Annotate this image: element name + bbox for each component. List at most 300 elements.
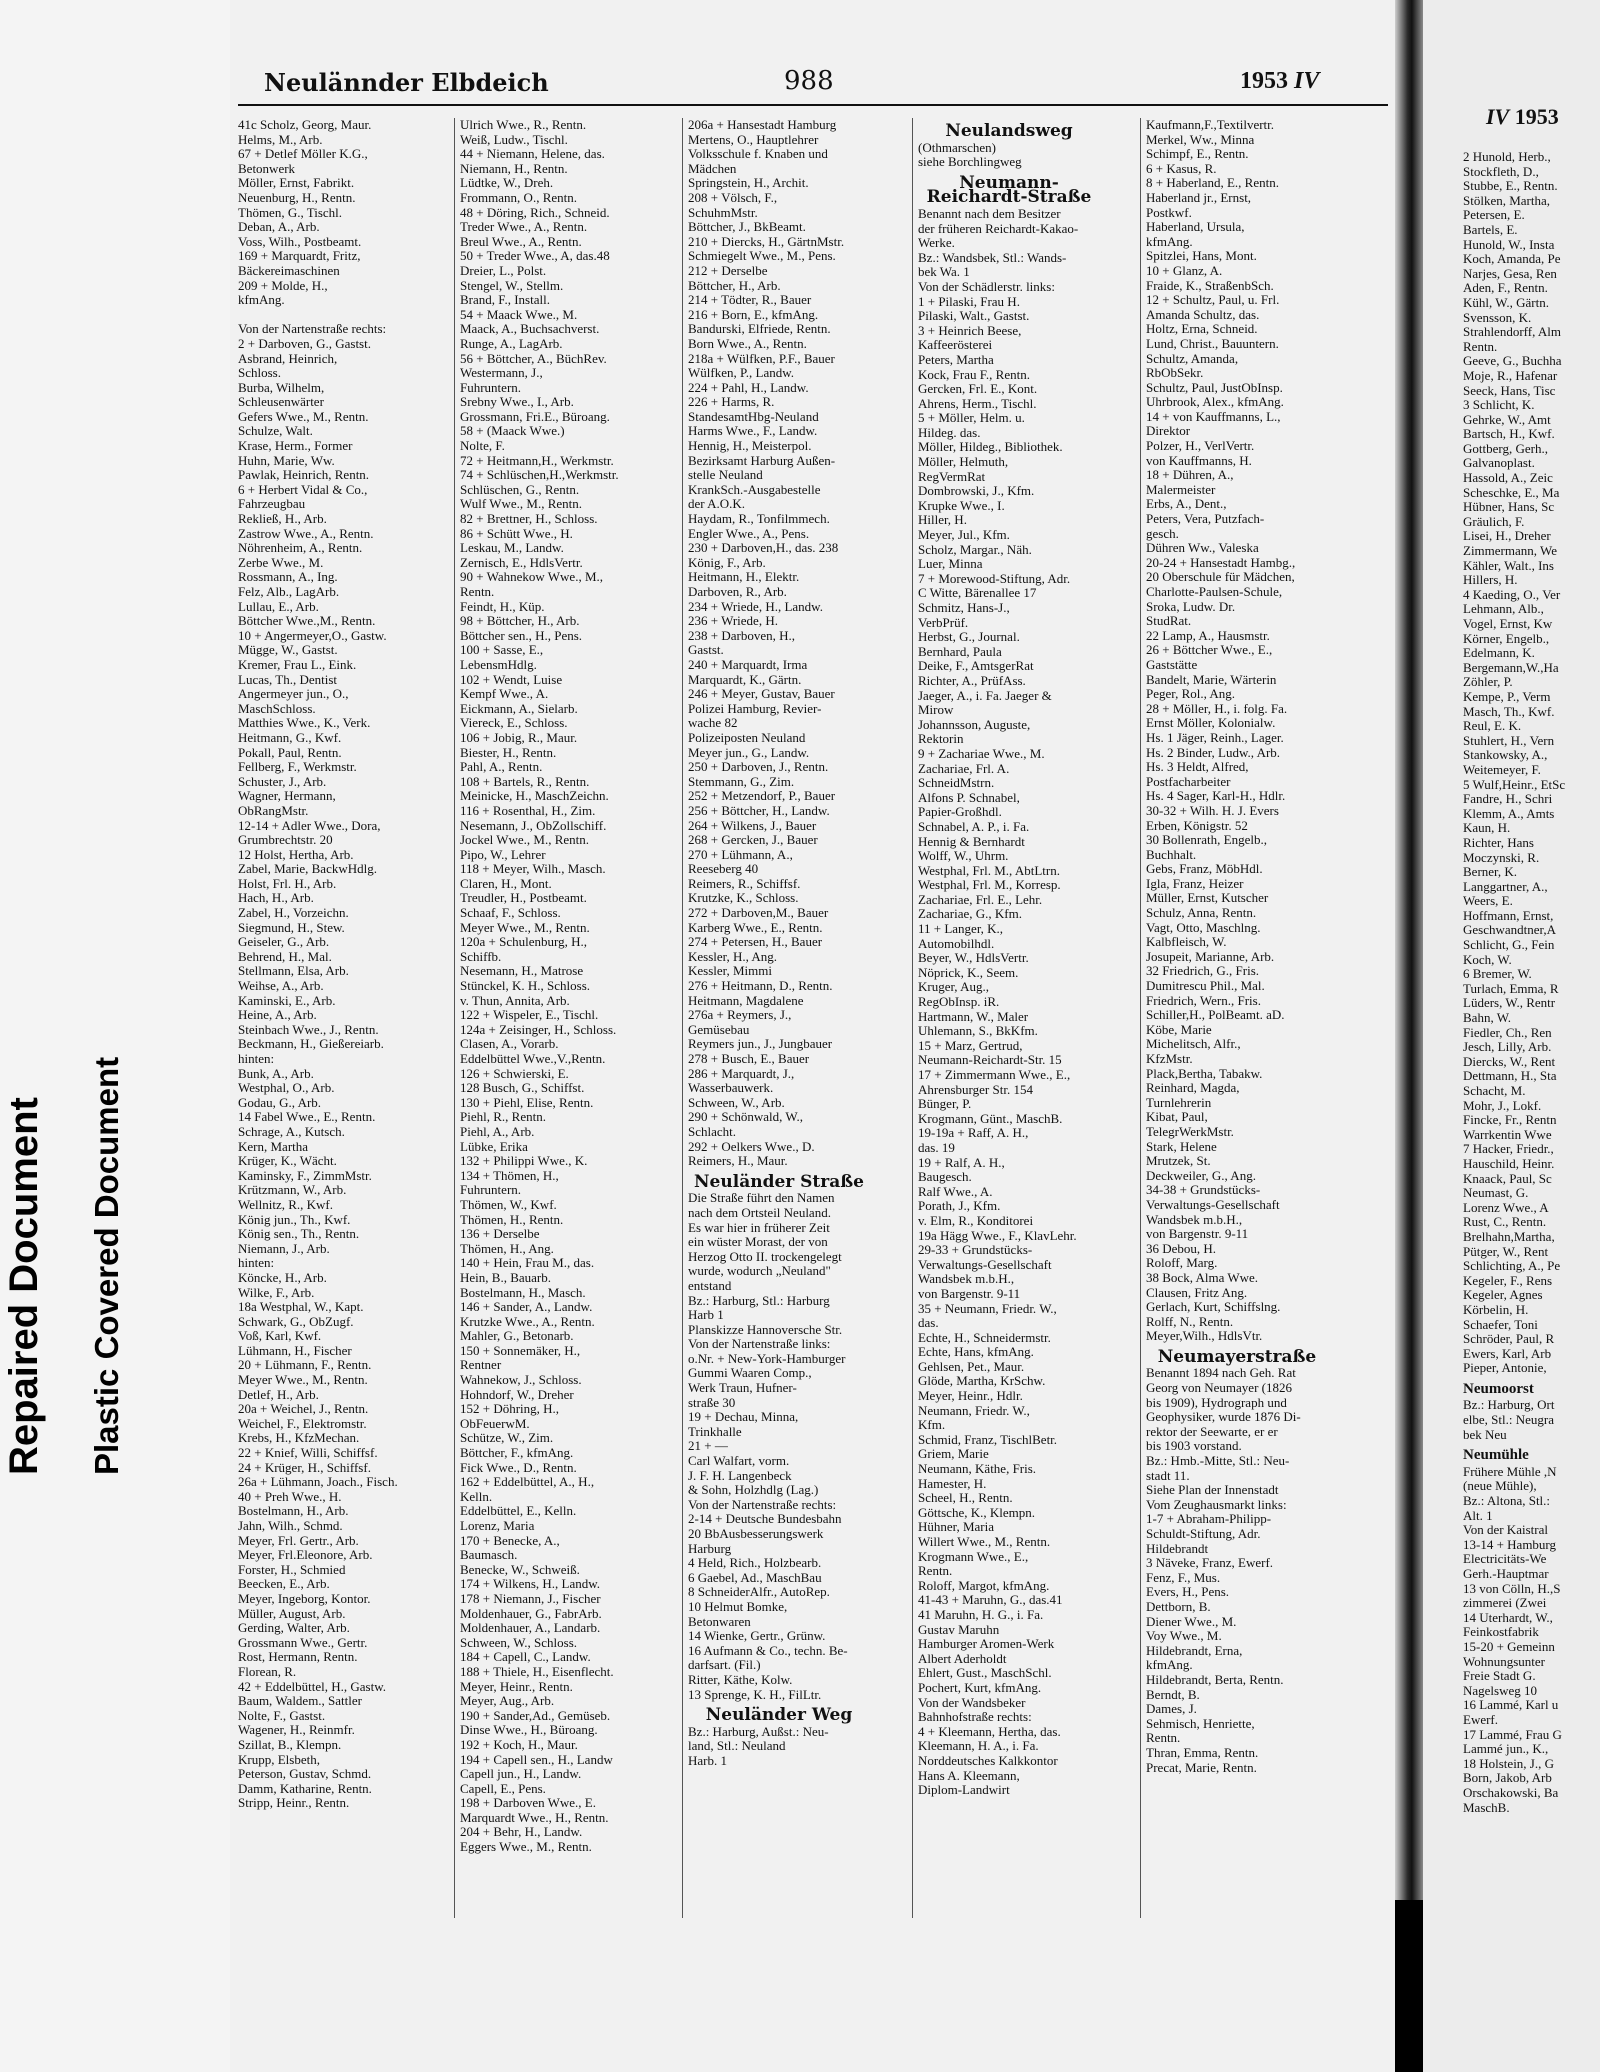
directory-entry: Betonwaren [688, 1614, 751, 1629]
directory-entry: Angermeyer jun., O., [238, 687, 349, 702]
section-heading: Neumann-Reichardt-Straße [926, 172, 1092, 208]
directory-entry: Kessler, Mimmi [688, 964, 772, 979]
directory-entry: 5 Wulf,Heinr., EtSc [1463, 776, 1566, 792]
directory-entry: Seeck, Hans, Tisc [1463, 382, 1556, 398]
directory-entry: Bz.: Harburg, Stl.: Harburg [688, 1293, 830, 1308]
directory-entry: 174 + Wilkens, H., Landw. [460, 1577, 601, 1592]
directory-entry: 20-24 + Hansestadt Hambg., [1146, 555, 1296, 570]
directory-entry: Mrutzek, St. [1146, 1154, 1211, 1169]
directory-entry: Gerlach, Kurt, Schiffslng. [1146, 1300, 1281, 1315]
directory-entry: 2-14 + Deutsche Bundesbahn [688, 1512, 842, 1527]
directory-entry: Holtz, Erna, Schneid. [1146, 322, 1258, 337]
directory-entry: 15-20 + Gemeinn [1463, 1638, 1555, 1654]
book-spine [1395, 0, 1423, 2072]
directory-entry: Sroka, Ludw. Dr. [1146, 599, 1236, 614]
directory-entry: 106 + Jobig, R., Maur. [460, 730, 578, 745]
directory-entry: Runge, A., LagArb. [460, 336, 563, 351]
directory-entry: Geophysiker, wurde 1876 Di- [1146, 1410, 1301, 1425]
directory-entry: 286 + Marquardt, J., [688, 1066, 795, 1081]
directory-entry: Nolte, F. [460, 439, 505, 454]
directory-entry: Moldenhauer, A., Landarb. [460, 1621, 601, 1636]
directory-entry: Hs. 1 Jäger, Reinh., Lager. [1146, 730, 1284, 745]
directory-entry: Echte, H., Schneidermstr. [918, 1330, 1051, 1345]
directory-entry: MaschB. [1463, 1799, 1510, 1815]
directory-entry: Planskizze Hannoversche Str. [688, 1322, 843, 1337]
directory-entry: gesch. [1146, 526, 1179, 541]
directory-entry: Uhlemann, S., BkKfm. [918, 1024, 1038, 1039]
facing-year: 1953 [1514, 104, 1559, 129]
directory-entry: Buchhalt. [1146, 847, 1197, 862]
directory-entry: Die Straße führt den Namen [688, 1191, 835, 1206]
directory-entry: Nagelsweg 10 [1463, 1682, 1538, 1698]
directory-entry: Geeve, G., Buchha [1463, 353, 1562, 369]
directory-entry: Srebny Wwe., I., Arb. [460, 395, 574, 410]
directory-entry [238, 308, 420, 323]
directory-entry: Gottberg, Gerh., [1463, 440, 1548, 456]
directory-entry: 19 + Ralf, A. H., [918, 1155, 1005, 1170]
directory-entry: Hs. 4 Sager, Karl-H., Hdlr. [1146, 789, 1286, 804]
directory-entry: Huhn, Marie, Ww. [238, 453, 335, 468]
directory-entry: Pahl, A., Rentn. [460, 760, 543, 775]
directory-entry: Charlotte-Paulsen-Schule, [1146, 585, 1283, 599]
section-heading: Neuländer Straße [694, 1171, 864, 1192]
directory-entry: Brelhahn,Martha, [1463, 1228, 1555, 1244]
directory-entry: 102 + Wendt, Luise [460, 672, 563, 687]
directory-entry: Voy Wwe., M. [1146, 1629, 1222, 1644]
directory-entry: Bandurski, Elfriede, Rentn. [688, 322, 831, 337]
directory-entry: 1 + Pilaski, Frau H. [918, 294, 1020, 309]
directory-entry: 136 + Derselbe [460, 1227, 540, 1242]
directory-entry: 276a + Reymers, J., [688, 1008, 792, 1023]
directory-entry: Haberland jr., Ernst, [1146, 190, 1252, 205]
directory-entry: Grossmann Wwe., Gertr. [238, 1635, 368, 1650]
volume: IV [1294, 68, 1320, 94]
directory-entry: Deckweiler, G., Ang. [1146, 1168, 1256, 1183]
directory-entry: zimmerei (Zwei [1463, 1595, 1547, 1611]
directory-entry: Gebs, Franz, MöbHdl. [1146, 862, 1263, 877]
directory-entry: Kruger, Aug., [918, 980, 989, 995]
directory-entry: Knaack, Paul, Sc [1463, 1170, 1552, 1186]
directory-entry: Weihse, A., Arb. [238, 979, 324, 994]
directory-entry: 1-7 + Abraham-Philipp- [1146, 1512, 1272, 1527]
directory-entry: Clasen, A., Vorarb. [460, 1037, 559, 1052]
directory-entry: Sehmisch, Henriette, [1146, 1716, 1255, 1731]
directory-entry: 26 + Böttcher Wwe., E., [1146, 643, 1273, 658]
directory-entry: Niemann, J., Arb. [238, 1241, 330, 1256]
directory-entry: Harb. 1 [688, 1753, 727, 1768]
directory-entry: 169 + Marquardt, Fritz, [238, 249, 361, 264]
directory-entry: Grossmann, Fri.E., Büroang. [460, 409, 610, 424]
directory-entry: Peters, Vera, Putzfach- [1146, 512, 1265, 527]
directory-entry: Kleemann, H. A., i. Fa. [918, 1739, 1039, 1754]
directory-entry: Von der Schädlerstr. links: [918, 279, 1055, 294]
directory-entry: 13 Sprenge, K. H., FilLtr. [688, 1687, 822, 1702]
directory-entry: Berner, K. [1463, 864, 1517, 880]
directory-entry: Herzog Otto II. trockengelegt [688, 1249, 842, 1264]
directory-entry: 20 BbAusbesserungswerk [688, 1527, 824, 1541]
directory-entry: Es war hier in früherer Zeit [688, 1220, 830, 1235]
directory-entry: 4 + Kleemann, Hertha, das. [918, 1724, 1061, 1739]
directory-page [238, 62, 1388, 1902]
directory-entry: Thran, Emma, Rentn. [1146, 1745, 1259, 1760]
directory-entry: Petersen, E. [1463, 207, 1525, 223]
directory-entry: Kegeler, F., Rens [1463, 1272, 1553, 1288]
directory-entry: Springstein, H., Archit. [688, 176, 809, 191]
directory-entry: wache 82 [688, 716, 738, 731]
directory-entry: Pütger, W., Rent [1463, 1243, 1549, 1259]
directory-entry: Meyer, Frl. Gertr., Arb. [238, 1533, 359, 1548]
directory-entry: Brand, F., Install. [460, 293, 550, 308]
directory-entry: Thömen, H., Ang. [460, 1241, 554, 1256]
directory-entry: Kaufmann,F.,Textilvertr. [1146, 118, 1275, 132]
directory-entry: Polizei Hamburg, Revier- [688, 701, 822, 716]
directory-entry: Benannt nach dem Besitzer [918, 206, 1061, 221]
directory-entry: bis 1903 vorstand. [1146, 1439, 1242, 1454]
directory-entry: Karberg Wwe., E., Rentn. [688, 920, 823, 935]
directory-entry: land, Stl.: Neuland [688, 1739, 786, 1754]
directory-entry: Krogmann, Günt., MaschB. [918, 1111, 1063, 1126]
directory-entry: Heitmann, Magdalene [688, 993, 804, 1008]
directory-entry: StudRat. [1146, 614, 1192, 629]
directory-entry: RbObSekr. [1146, 366, 1204, 381]
directory-entry: Glöde, Martha, KrSchw. [918, 1374, 1046, 1389]
directory-entry: Köbe, Marie [1146, 1022, 1212, 1037]
directory-entry: Stuhlert, H., Vern [1463, 732, 1555, 748]
directory-entry: Stark, Helene [1146, 1139, 1217, 1154]
facing-column [1463, 150, 1600, 1815]
directory-entry: 9 + Zachariae Wwe., M. [918, 746, 1045, 761]
directory-entry: 209 + Molde, H., [238, 278, 328, 293]
directory-entry: Benecke, W., Schweiß. [460, 1562, 580, 1577]
directory-entry: Schmid, Franz, TischlBetr. [918, 1432, 1058, 1447]
directory-entry: Gercken, Frl. E., Kont. [918, 382, 1038, 397]
directory-entry: Zachariae, Frl. E., Lehr. [918, 892, 1043, 907]
directory-entry: Schaaf, F., Schloss. [460, 906, 561, 921]
directory-entry: Zachariae, Frl. A. [918, 761, 1010, 776]
directory-entry: Hildebrandt [1146, 1541, 1209, 1556]
directory-entry: Lisei, H., Dreher [1463, 528, 1551, 544]
directory-entry: Reinhard, Magda, [1146, 1081, 1240, 1096]
directory-entry: Lorenz Wwe., A [1463, 1199, 1549, 1215]
directory-entry: 192 + Koch, H., Maur. [460, 1737, 578, 1752]
directory-entry: 204 + Behr, H., Landw. [460, 1825, 583, 1840]
directory-entry: Bezirksamt Harburg Außen- [688, 453, 836, 468]
directory-entry: Gerding, Walter, Arb. [238, 1621, 350, 1636]
directory-entry: das. [918, 1316, 939, 1331]
directory-entry: Josupeit, Marianne, Arb. [1146, 949, 1275, 964]
directory-entry: Mohr, J., Lokf. [1463, 1097, 1542, 1113]
directory-entry: Harms Wwe., F., Landw. [688, 424, 818, 439]
directory-entry: Schuster, J., Arb. [238, 774, 327, 789]
directory-entry: Hoffmann, Ernst, [1463, 907, 1554, 923]
directory-entry: 30 Bollenrath, Engelb., [1146, 833, 1267, 848]
directory-entry: 22 Lamp, A., Hausmstr. [1146, 628, 1270, 643]
directory-entry: Dettborn, B. [1146, 1599, 1211, 1614]
directory-entry: Holst, Frl. H., Arb. [238, 876, 337, 891]
directory-entry: König, F., Arb. [688, 555, 766, 570]
directory-entry: Piehl, R., Rentn. [460, 1110, 546, 1125]
directory-entry: Peger, Rol., Ang. [1146, 687, 1236, 702]
volume-year [1240, 68, 1319, 95]
directory-entry: Uhrbrook, Alex., kfmAng. [1146, 395, 1284, 410]
directory-entry: Meyer, Heinr., Rentn. [460, 1679, 573, 1694]
directory-entry: Schween, W., Schloss. [460, 1635, 577, 1650]
directory-entry: ObRangMstr. [238, 803, 309, 818]
directory-entry: Born Wwe., A., Rentn. [688, 336, 807, 351]
directory-entry: König jun., Th., Kwf. [238, 1212, 351, 1227]
directory-entry: Neumast, G. [1463, 1185, 1529, 1201]
directory-entry: Schleusenwärter [238, 395, 324, 410]
directory-entry: 276 + Heitmann, D., Rentn. [688, 979, 833, 994]
directory-entry: Rentn. [918, 1564, 953, 1579]
directory-entry: 278 + Busch, E., Bauer [688, 1052, 810, 1066]
directory-entry: von Bargenstr. 9-11 [918, 1286, 1021, 1301]
directory-entry: Detlef, H., Arb. [238, 1387, 319, 1402]
directory-entry: 252 + Metzendorf, P., Bauer [688, 789, 836, 804]
directory-entry: Reimers, H., Maur. [688, 1154, 788, 1169]
directory-entry: Fuhruntern. [460, 380, 522, 395]
directory-entry: Von der Nartenstraße rechts: [688, 1497, 837, 1512]
directory-entry: 17 + Zimmermann Wwe., E., [918, 1068, 1071, 1082]
directory-entry: Rossmann, A., Ing. [238, 570, 338, 585]
directory-entry: 178 + Niemann, J., Fischer [460, 1591, 601, 1606]
directory-entry: Grumbrechtstr. 20 [238, 833, 333, 848]
directory-entry: Geiseler, G., Arb. [238, 935, 330, 950]
directory-entry: Schrage, A., Kutsch. [238, 1124, 345, 1139]
directory-entry: J. F. H. Langenbeck [688, 1468, 792, 1483]
directory-entry: 58 + (Maack Wwe.) [460, 424, 565, 439]
directory-entry: Friedrich, Wern., Fris. [1146, 993, 1261, 1008]
directory-entry: Bz.: Wandsbek, Stl.: Wands- [918, 250, 1067, 265]
directory-entry: Godau, G., Arb. [238, 1095, 322, 1110]
directory-entry: Stölken, Martha, [1463, 192, 1551, 208]
directory-entry: 7 Hacker, Friedr., [1463, 1141, 1554, 1157]
directory-entry: 124a + Zeisinger, H., Schloss. [460, 1022, 617, 1037]
directory-entry: 21 + — [688, 1439, 728, 1454]
directory-entry: Krase, Herm., Former [238, 439, 353, 454]
directory-entry: Wülfken, P., Landw. [688, 366, 795, 381]
left-margin [0, 0, 230, 2072]
directory-entry: Fellberg, F., Werkmstr. [238, 760, 357, 775]
directory-entry: & Sohn, Holzhdlg (Lag.) [688, 1483, 819, 1498]
directory-entry: Porath, J., Kfm. [918, 1199, 1001, 1214]
directory-entry: Hildebrandt, Berta, Rentn. [1146, 1672, 1284, 1687]
directory-entry: Mahler, G., Betonarb. [460, 1329, 574, 1344]
directory-entry: Albert Aderholdt [918, 1651, 1007, 1666]
directory-entry: Wilke, F., Arb. [238, 1285, 315, 1300]
directory-entry: Rentn. [460, 585, 495, 599]
directory-entry: v. Thun, Annita, Arb. [460, 993, 570, 1008]
directory-entry: Weichel, F., Elektromstr. [238, 1416, 367, 1431]
directory-entry: Meyer jun., G., Landw. [688, 745, 810, 760]
directory-entry: Koch, Amanda, Pe [1463, 251, 1561, 267]
directory-entry: Dames, J. [1146, 1702, 1197, 1717]
directory-entry: Schütze, W., Zim. [460, 1431, 554, 1446]
directory-entry: 236 + Wriede, H. [688, 614, 778, 629]
directory-entry: Meyer, Ingeborg, Kontor. [238, 1591, 371, 1606]
directory-entry: Von der Nartenstraße links: [688, 1337, 831, 1352]
directory-entry: Nesemann, H., Matrose [460, 964, 584, 979]
directory-entry: Müller, August, Arb. [238, 1606, 346, 1621]
directory-entry: 188 + Thiele, H., Eisenflecht. [460, 1664, 614, 1679]
directory-entry: 41c Scholz, Georg, Maur. [238, 118, 372, 132]
directory-entry: Heine, A., Arb. [238, 1008, 317, 1023]
directory-entry: Rentner [460, 1358, 502, 1373]
section-heading: Neumayerstraße [1157, 1346, 1317, 1367]
directory-entry: Rost, Hermann, Rentn. [238, 1650, 358, 1665]
directory-entry: Kfm. [918, 1418, 946, 1433]
directory-entry: Koch, W. [1463, 951, 1512, 967]
directory-entry: Behrend, H., Mal. [238, 949, 332, 964]
directory-entry: 7 + Morewood-Stiftung, Adr. [918, 571, 1071, 586]
directory-entry: Herbst, G., Journal. [918, 630, 1020, 645]
directory-entry: Haydam, R., Tonfilmmech. [688, 512, 830, 527]
directory-entry: Jockel Wwe., M., Rentn. [460, 833, 590, 848]
directory-entry: 246 + Meyer, Gustav, Bauer [688, 687, 835, 702]
directory-entry: Hübner, Hans, Sc [1463, 499, 1555, 515]
directory-entry: Meyer,Wilh., HdlsVtr. [1146, 1329, 1263, 1344]
directory-entry: 4 Held, Rich., Holzbearb. [688, 1556, 822, 1571]
directory-entry: der A.O.K. [688, 497, 746, 512]
directory-entry: 208 + Völsch, F., [688, 190, 778, 205]
directory-entry: 270 + Lühmann, A., [688, 847, 793, 862]
directory-entry: Ralf Wwe., A. [918, 1184, 993, 1199]
repaired-document-stamp: Repaired Document [2, 1097, 46, 1475]
directory-entry: Wellnitz, R., Kwf. [238, 1197, 333, 1212]
directory-entry: 30-32 + Wilh. H. J. Evers [1146, 803, 1279, 818]
directory-entry: Direktor [1146, 424, 1191, 439]
directory-entry: Jesch, Lilly, Arb. [1463, 1039, 1552, 1055]
directory-entry: bek Neu [1463, 1426, 1507, 1442]
directory-entry: Schiller,H., PolBeamt. aD. [1146, 1008, 1285, 1023]
directory-entry: Edelmann, K. [1463, 645, 1535, 661]
directory-entry: 272 + Darboven,M., Bauer [688, 906, 829, 921]
directory-entry: TelegrWerkMstr. [1146, 1124, 1234, 1139]
directory-entry: Alt. 1 [1463, 1507, 1493, 1523]
directory-entry: Mädchen [688, 161, 737, 176]
directory-entry: SchuhmMstr. [688, 205, 758, 220]
directory-entry: von Bargenstr. 9-11 [1146, 1227, 1249, 1242]
directory-entry: kfmAng. [1146, 1658, 1193, 1673]
directory-entry: Turlach, Emma, R [1463, 980, 1559, 996]
directory-entry: Marquardt, K., Gärtn. [688, 672, 802, 687]
directory-entry: Jahn, Wilh., Schmd. [238, 1519, 343, 1533]
directory-entry: 15 + Marz, Gertrud, [918, 1038, 1023, 1053]
directory-entry: Vagt, Otto, Maschlng. [1146, 920, 1261, 935]
facing-page [1423, 0, 1600, 2072]
directory-entry: VerbPrüf. [918, 615, 969, 630]
directory-entry: 198 + Darboven Wwe., E. [460, 1796, 596, 1811]
directory-entry: straße 30 [688, 1395, 736, 1410]
directory-entry: Möller, Ernst, Fabrikt. [238, 176, 355, 191]
directory-entry: Böttcher, H., Arb. [688, 278, 781, 293]
directory-entry: Baumasch. [460, 1548, 518, 1563]
facing-page-header [1486, 104, 1559, 130]
directory-entry: 13-14 + Hamburg [1463, 1536, 1557, 1552]
directory-entry: Wandsbek m.b.H., [1146, 1212, 1243, 1227]
directory-entry: Eddelbüttel, E., Kelln. [460, 1504, 577, 1519]
directory-entry: Köncke, H., Arb. [238, 1270, 327, 1285]
directory-entry: Kalbfleisch, W. [1146, 935, 1227, 950]
directory-entry: Bostelmann, H., Arb. [238, 1504, 349, 1519]
directory-entry: Benannt 1894 nach Geh. Rat [1146, 1366, 1296, 1381]
directory-entry: Beecken, E., Arb. [238, 1577, 330, 1592]
directory-entry: Gaststätte [1146, 657, 1198, 672]
directory-entry: Dumitrescu Phil., Mal. [1146, 979, 1265, 994]
directory-entry: Forster, H., Schmied [238, 1562, 346, 1577]
directory-entry: Gräulich, F. [1463, 513, 1525, 529]
directory-entry: das. 19 [918, 1140, 955, 1155]
page-number: 988 [784, 66, 834, 96]
directory-entry: Berndt, B. [1146, 1687, 1200, 1702]
directory-entry: SchneidMstrn. [918, 776, 995, 791]
directory-entry: Reimers, R., Schiffsf. [688, 876, 801, 891]
directory-entry: Lorenz, Maria [460, 1519, 535, 1533]
directory-entry: Precat, Marie, Rentn. [1146, 1760, 1257, 1775]
directory-entry: 268 + Gercken, J., Bauer [688, 833, 818, 848]
directory-entry: Strahlendorff, Alm [1463, 324, 1561, 340]
directory-entry: 290 + Schönwald, W., [688, 1110, 803, 1125]
directory-entry: Kegeler, Agnes [1463, 1287, 1543, 1303]
directory-entry: Wohnungsunter [1463, 1653, 1545, 1669]
directory-entry: Bz.: Hmb.-Mitte, Stl.: Neu- [1146, 1454, 1290, 1469]
directory-entry: Zerbe Wwe., M. [238, 555, 324, 570]
directory-entry: 20 Oberschule für Mädchen, [1146, 570, 1295, 585]
directory-entry: Peterson, Gustav, Schmd. [238, 1767, 372, 1782]
directory-entry: Meyer, Jul., Kfm. [918, 528, 1010, 543]
directory-entry: 10 Helmut Bomke, [688, 1599, 788, 1614]
directory-entry: Stünckel, K. H., Schloss. [460, 979, 590, 994]
directory-entry: Vom Zeughausmarkt links: [1146, 1497, 1287, 1512]
directory-entry: 122 + Wispeler, E., Tischl. [460, 1008, 599, 1023]
directory-entry: 3 Schlicht, K. [1463, 397, 1535, 413]
directory-entry: 6 + Kasus, R. [1146, 161, 1217, 176]
directory-entry: Diercks, W., Rent [1463, 1053, 1556, 1069]
directory-entry: (Othmarschen) [918, 140, 996, 155]
directory-entry: Klemm, A., Amts [1463, 805, 1555, 821]
directory-entry: Bartsch, H., Kwf. [1463, 426, 1555, 442]
directory-entry: von Kauffmanns, H. [1146, 453, 1252, 468]
directory-entry: 256 + Böttcher, H., Landw. [688, 803, 830, 818]
directory-entry: Svensson, K. [1463, 309, 1532, 325]
directory-entry: 18 + Dühren, A., [1146, 468, 1234, 483]
directory-entry: 8 SchneiderAlfr., AutoRep. [688, 1585, 830, 1600]
directory-entry: 218a + Wülfken, P.F., Bauer [688, 351, 835, 366]
directory-entry: Leskau, M., Landw. [460, 541, 564, 556]
directory-entry: Asbrand, Heinrich, [238, 351, 338, 366]
directory-entry: RegVermRat [918, 469, 986, 484]
directory-entry: Hartmann, W., Maler [918, 1009, 1029, 1024]
directory-entry: Mertens, O., Hauptlehrer [688, 132, 819, 147]
directory-entry: 44 + Niemann, Helene, das. [460, 147, 605, 162]
directory-entry: 3 Näveke, Franz, Ewerf. [1146, 1556, 1274, 1571]
directory-entry: Hein, B., Bauarb. [460, 1270, 551, 1285]
directory-entry: Meinicke, H., MaschZeichn. [460, 789, 609, 804]
directory-entry: 8 + Haberland, E., Rentn. [1146, 176, 1279, 191]
directory-entry: 34-38 + Grundstücks- [1146, 1183, 1261, 1198]
directory-entry: darfsart. (Fil.) [688, 1658, 761, 1673]
directory-entry: 12 Holst, Hertha, Arb. [238, 847, 354, 862]
column-rule [912, 118, 913, 1918]
directory-entry: Westphal, Frl. M., Korresp. [918, 878, 1061, 893]
directory-entry: Westphal, Frl. M., AbtLtrn. [918, 863, 1060, 878]
directory-entry: Rentn. [1463, 338, 1498, 354]
directory-entry: Deike, F., AmtsgerRat [918, 659, 1034, 674]
directory-entry: Heitmann, G., Kwf. [238, 730, 342, 745]
directory-entry: Ahrens, Herm., Tischl. [918, 396, 1037, 411]
directory-entry: Von der Kaistral [1463, 1522, 1548, 1538]
directory-entry: 5 + Möller, Helm. u. [918, 411, 1025, 426]
